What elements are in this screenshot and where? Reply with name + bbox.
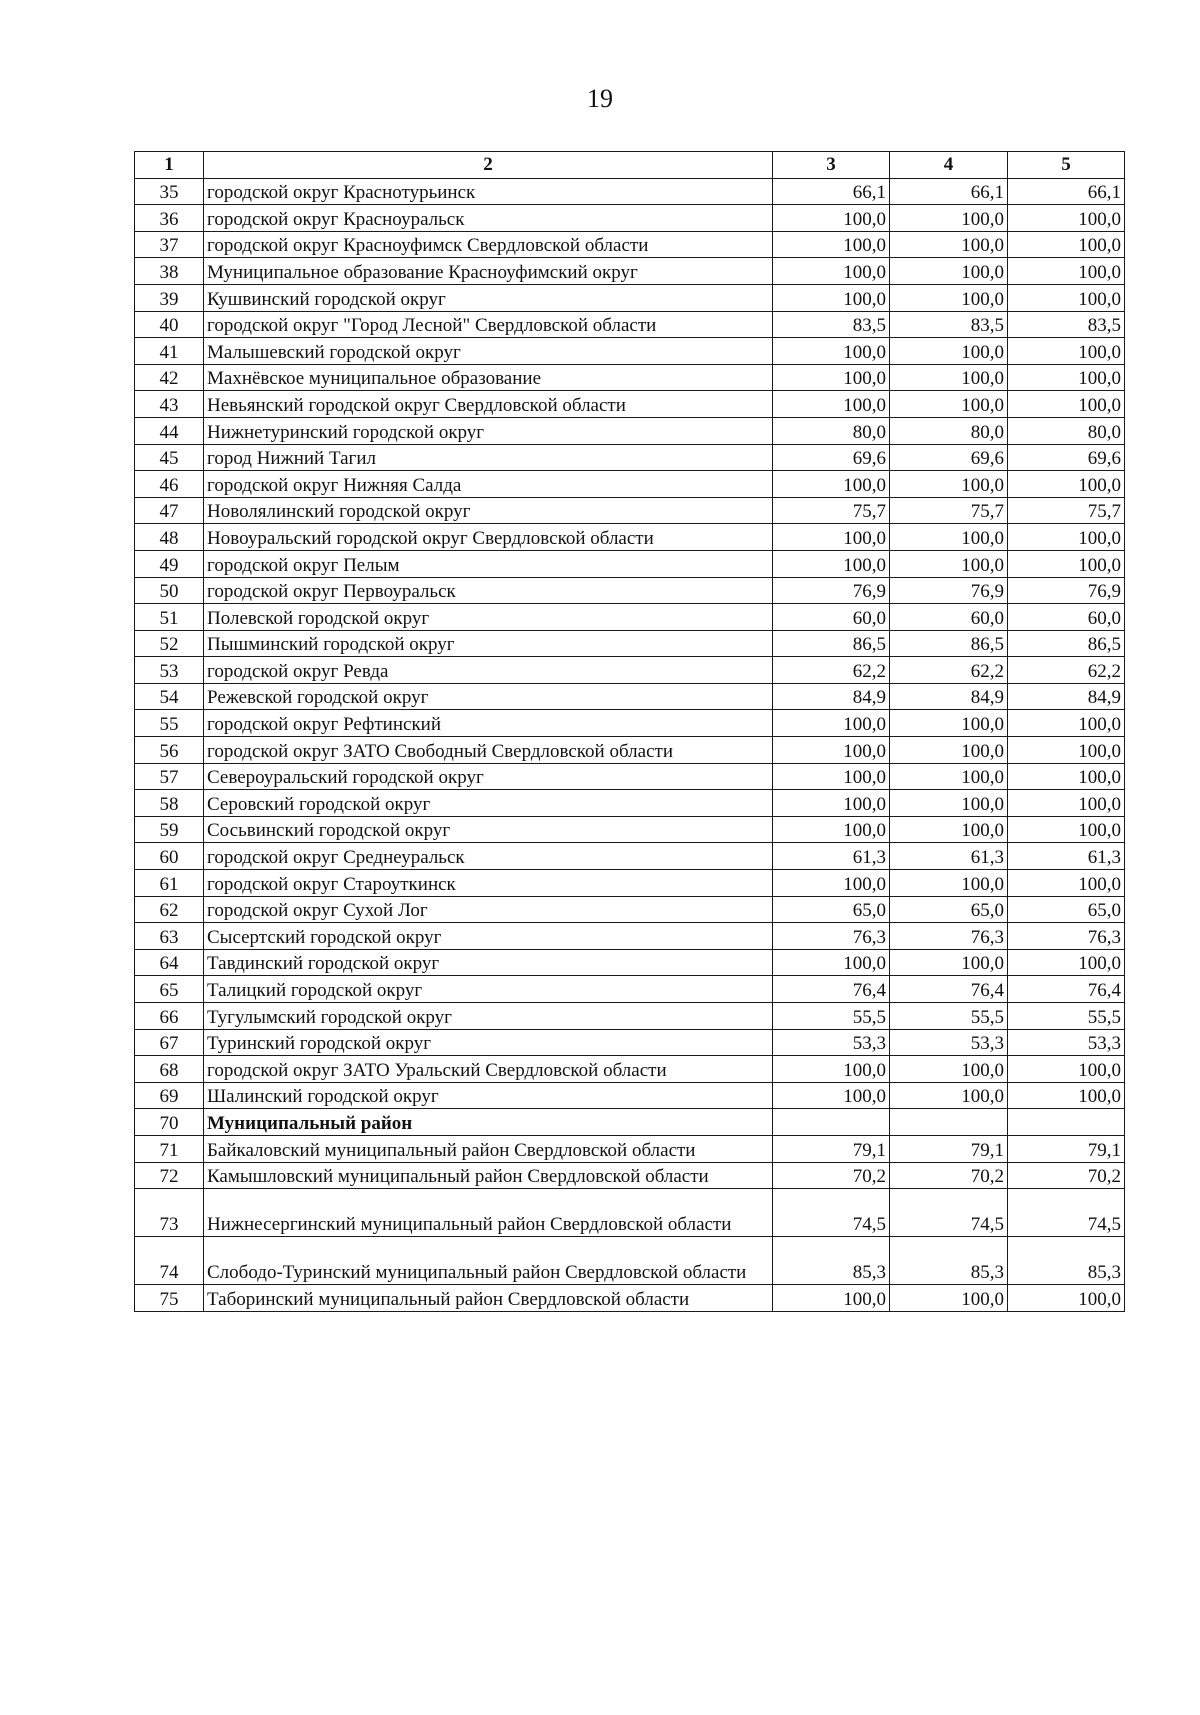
table-row (135, 284, 1125, 311)
table-row (135, 1003, 1125, 1030)
municipality-name-cell: городской округ Нижняя Салда (204, 471, 773, 498)
value-col-3-cell: 100,0 (773, 284, 890, 311)
value-col-4-cell: 79,1 (890, 1135, 1008, 1162)
table-row (135, 737, 1125, 764)
value-col-4-cell: 100,0 (890, 1082, 1008, 1109)
value-col-4-cell: 83,5 (890, 311, 1008, 338)
table-row (135, 444, 1125, 471)
row-number-cell: 40 (135, 311, 204, 338)
row-number-cell: 52 (135, 630, 204, 657)
value-col-5-cell: 55,5 (1008, 1003, 1125, 1030)
municipality-name-cell: город Нижний Тагил (204, 444, 773, 471)
municipality-name-cell: Полевской городской округ (204, 604, 773, 631)
value-col-4-cell: 65,0 (890, 896, 1008, 923)
value-col-4-cell: 84,9 (890, 683, 1008, 710)
row-number-cell: 50 (135, 577, 204, 604)
value-col-4-cell: 74,5 (890, 1189, 1008, 1237)
value-col-3-cell: 76,4 (773, 976, 890, 1003)
row-number-cell: 49 (135, 550, 204, 577)
value-col-5-cell: 86,5 (1008, 630, 1125, 657)
municipality-name-cell: Североуральский городской округ (204, 763, 773, 790)
value-col-3-cell: 100,0 (773, 258, 890, 285)
value-col-4-cell: 75,7 (890, 497, 1008, 524)
value-col-5-cell: 85,3 (1008, 1237, 1125, 1285)
table-row (135, 577, 1125, 604)
value-col-4-cell: 69,6 (890, 444, 1008, 471)
row-number-cell: 57 (135, 763, 204, 790)
row-number-cell: 69 (135, 1082, 204, 1109)
value-col-3-cell: 75,7 (773, 497, 890, 524)
row-number-cell: 38 (135, 258, 204, 285)
row-number-cell: 53 (135, 657, 204, 684)
value-col-5-cell: 100,0 (1008, 205, 1125, 232)
row-number-cell: 63 (135, 923, 204, 950)
header-col-2: 2 (204, 152, 773, 179)
value-col-3-cell: 62,2 (773, 657, 890, 684)
value-col-4-cell: 100,0 (890, 870, 1008, 897)
municipality-name-cell: Сосьвинский городской округ (204, 816, 773, 843)
table-row (135, 471, 1125, 498)
municipality-name-cell: городской округ Краснотурьинск (204, 178, 773, 205)
value-col-3-cell: 100,0 (773, 816, 890, 843)
table-row (135, 816, 1125, 843)
value-col-5-cell: 76,9 (1008, 577, 1125, 604)
value-col-5-cell: 100,0 (1008, 870, 1125, 897)
value-col-3-cell: 74,5 (773, 1189, 890, 1237)
value-col-4-cell: 100,0 (890, 816, 1008, 843)
value-col-4-cell: 100,0 (890, 710, 1008, 737)
value-col-4-cell: 100,0 (890, 338, 1008, 365)
value-col-3-cell: 100,0 (773, 790, 890, 817)
value-col-4-cell: 100,0 (890, 1285, 1008, 1312)
value-col-3-cell: 100,0 (773, 1056, 890, 1083)
value-col-3-cell: 100,0 (773, 524, 890, 551)
value-col-3-cell: 100,0 (773, 550, 890, 577)
value-col-4-cell: 100,0 (890, 364, 1008, 391)
table-row (135, 231, 1125, 258)
municipality-name-cell: городской округ Ревда (204, 657, 773, 684)
table-row (135, 923, 1125, 950)
value-col-3-cell: 100,0 (773, 231, 890, 258)
table-row (135, 497, 1125, 524)
value-col-5-cell: 66,1 (1008, 178, 1125, 205)
value-col-4-cell: 100,0 (890, 524, 1008, 551)
value-col-3-cell: 60,0 (773, 604, 890, 631)
municipality-name-cell: Слободо-Туринский муниципальный район Свердловской области (204, 1237, 773, 1285)
row-number-cell: 64 (135, 949, 204, 976)
table-row (135, 1285, 1125, 1312)
value-col-4-cell: 100,0 (890, 205, 1008, 232)
municipality-name-cell: Новолялинский городской округ (204, 497, 773, 524)
value-col-5-cell (1008, 1109, 1125, 1136)
municipality-name-cell: городской округ ЗАТО Уральский Свердловской области (204, 1056, 773, 1083)
table-row (135, 1162, 1125, 1189)
value-col-3-cell: 100,0 (773, 471, 890, 498)
table-body (135, 178, 1125, 1311)
value-col-4-cell: 62,2 (890, 657, 1008, 684)
value-col-5-cell: 69,6 (1008, 444, 1125, 471)
value-col-5-cell: 62,2 (1008, 657, 1125, 684)
row-number-cell: 59 (135, 816, 204, 843)
value-col-4-cell: 55,5 (890, 1003, 1008, 1030)
row-number-cell: 48 (135, 524, 204, 551)
table-header-row (135, 152, 1125, 179)
value-col-4-cell: 100,0 (890, 763, 1008, 790)
municipality-name-cell: Махнёвское муниципальное образование (204, 364, 773, 391)
value-col-3-cell: 55,5 (773, 1003, 890, 1030)
municipality-name-cell: городской округ ЗАТО Свободный Свердловской области (204, 737, 773, 764)
value-col-4-cell: 76,3 (890, 923, 1008, 950)
row-number-cell: 36 (135, 205, 204, 232)
row-number-cell: 45 (135, 444, 204, 471)
value-col-3-cell: 86,5 (773, 630, 890, 657)
row-number-cell: 56 (135, 737, 204, 764)
value-col-4-cell: 66,1 (890, 178, 1008, 205)
row-number-cell: 72 (135, 1162, 204, 1189)
value-col-3-cell: 69,6 (773, 444, 890, 471)
value-col-5-cell: 79,1 (1008, 1135, 1125, 1162)
value-col-5-cell: 83,5 (1008, 311, 1125, 338)
value-col-5-cell: 100,0 (1008, 790, 1125, 817)
municipality-name-cell: Невьянский городской округ Свердловской области (204, 391, 773, 418)
value-col-4-cell: 80,0 (890, 417, 1008, 444)
value-col-5-cell: 100,0 (1008, 524, 1125, 551)
value-col-3-cell (773, 1109, 890, 1136)
row-number-cell: 46 (135, 471, 204, 498)
municipality-name-cell: Туринский городской округ (204, 1029, 773, 1056)
value-col-5-cell: 100,0 (1008, 258, 1125, 285)
municipality-name-cell: Сысертский городской округ (204, 923, 773, 950)
table-row (135, 790, 1125, 817)
value-col-3-cell: 100,0 (773, 710, 890, 737)
value-col-3-cell: 100,0 (773, 763, 890, 790)
municipality-name-cell: Серовский городской округ (204, 790, 773, 817)
municipality-name-cell: городской округ Пелым (204, 550, 773, 577)
page-number: 19 (587, 84, 613, 113)
municipality-name-cell: Новоуральский городской округ Свердловской области (204, 524, 773, 551)
row-number-cell: 41 (135, 338, 204, 365)
row-number-cell: 74 (135, 1237, 204, 1285)
municipality-name-cell: Кушвинский городской округ (204, 284, 773, 311)
value-col-5-cell: 100,0 (1008, 763, 1125, 790)
table-row (135, 1109, 1125, 1136)
municipality-name-cell: Камышловский муниципальный район Свердловской области (204, 1162, 773, 1189)
municipality-name-cell: Пышминский городской округ (204, 630, 773, 657)
table-row (135, 364, 1125, 391)
value-col-5-cell: 70,2 (1008, 1162, 1125, 1189)
table-row (135, 683, 1125, 710)
municipality-name-cell: Муниципальное образование Красноуфимский округ (204, 258, 773, 285)
value-col-4-cell: 85,3 (890, 1237, 1008, 1285)
value-col-5-cell: 76,3 (1008, 923, 1125, 950)
row-number-cell: 42 (135, 364, 204, 391)
value-col-5-cell: 74,5 (1008, 1189, 1125, 1237)
value-col-5-cell: 75,7 (1008, 497, 1125, 524)
value-col-4-cell: 86,5 (890, 630, 1008, 657)
value-col-5-cell: 53,3 (1008, 1029, 1125, 1056)
value-col-3-cell: 100,0 (773, 338, 890, 365)
value-col-3-cell: 100,0 (773, 1285, 890, 1312)
value-col-3-cell: 65,0 (773, 896, 890, 923)
row-number-cell: 54 (135, 683, 204, 710)
row-number-cell: 37 (135, 231, 204, 258)
value-col-3-cell: 100,0 (773, 391, 890, 418)
row-number-cell: 71 (135, 1135, 204, 1162)
value-col-4-cell: 100,0 (890, 258, 1008, 285)
row-number-cell: 68 (135, 1056, 204, 1083)
value-col-5-cell: 60,0 (1008, 604, 1125, 631)
table-row (135, 1135, 1125, 1162)
municipality-name-cell: Тавдинский городской округ (204, 949, 773, 976)
municipality-name-cell: Малышевский городской округ (204, 338, 773, 365)
value-col-3-cell: 85,3 (773, 1237, 890, 1285)
value-col-4-cell: 100,0 (890, 550, 1008, 577)
table-row (135, 763, 1125, 790)
value-col-5-cell: 100,0 (1008, 816, 1125, 843)
value-col-5-cell: 100,0 (1008, 949, 1125, 976)
table-row (135, 1056, 1125, 1083)
value-col-3-cell: 76,3 (773, 923, 890, 950)
row-number-cell: 65 (135, 976, 204, 1003)
header-col-4: 4 (890, 152, 1008, 179)
value-col-4-cell: 70,2 (890, 1162, 1008, 1189)
municipality-name-cell: Тугулымский городской округ (204, 1003, 773, 1030)
value-col-3-cell: 100,0 (773, 364, 890, 391)
municipality-name-cell: Режевской городской округ (204, 683, 773, 710)
row-number-cell: 44 (135, 417, 204, 444)
table-row (135, 870, 1125, 897)
value-col-5-cell: 61,3 (1008, 843, 1125, 870)
value-col-4-cell: 100,0 (890, 949, 1008, 976)
municipality-name-cell: городской округ Рефтинский (204, 710, 773, 737)
value-col-5-cell: 100,0 (1008, 1285, 1125, 1312)
table-row (135, 417, 1125, 444)
row-number-cell: 67 (135, 1029, 204, 1056)
row-number-cell: 62 (135, 896, 204, 923)
municipality-name-cell: городской округ Красноуральск (204, 205, 773, 232)
row-number-cell: 58 (135, 790, 204, 817)
value-col-3-cell: 100,0 (773, 870, 890, 897)
value-col-5-cell: 100,0 (1008, 1082, 1125, 1109)
row-number-cell: 51 (135, 604, 204, 631)
value-col-3-cell: 70,2 (773, 1162, 890, 1189)
value-col-5-cell: 100,0 (1008, 391, 1125, 418)
value-col-3-cell: 61,3 (773, 843, 890, 870)
value-col-3-cell: 83,5 (773, 311, 890, 338)
value-col-5-cell: 100,0 (1008, 284, 1125, 311)
table-row (135, 1082, 1125, 1109)
value-col-3-cell: 84,9 (773, 683, 890, 710)
row-number-cell: 39 (135, 284, 204, 311)
header-col-5: 5 (1008, 152, 1125, 179)
header-col-1: 1 (135, 152, 204, 179)
value-col-5-cell: 65,0 (1008, 896, 1125, 923)
municipality-name-cell: городской округ "Город Лесной" Свердловской области (204, 311, 773, 338)
table-row (135, 311, 1125, 338)
table-row (135, 1189, 1125, 1237)
table-row (135, 258, 1125, 285)
table-row (135, 843, 1125, 870)
municipality-name-cell: Таборинский муниципальный район Свердловской области (204, 1285, 773, 1312)
value-col-4-cell (890, 1109, 1008, 1136)
table-row (135, 949, 1125, 976)
row-number-cell: 60 (135, 843, 204, 870)
value-col-5-cell: 100,0 (1008, 471, 1125, 498)
row-number-cell: 43 (135, 391, 204, 418)
municipality-name-cell: Нижнетуринский городской округ (204, 417, 773, 444)
value-col-5-cell: 100,0 (1008, 364, 1125, 391)
row-number-cell: 66 (135, 1003, 204, 1030)
value-col-4-cell: 100,0 (890, 790, 1008, 817)
value-col-4-cell: 53,3 (890, 1029, 1008, 1056)
row-number-cell: 55 (135, 710, 204, 737)
row-number-cell: 47 (135, 497, 204, 524)
value-col-5-cell: 100,0 (1008, 737, 1125, 764)
municipality-name-cell: Шалинский городской округ (204, 1082, 773, 1109)
table-row (135, 604, 1125, 631)
municipality-name-cell: Нижнесергинский муниципальный район Свердловской области (204, 1189, 773, 1237)
table-row (135, 205, 1125, 232)
value-col-3-cell: 76,9 (773, 577, 890, 604)
value-col-4-cell: 60,0 (890, 604, 1008, 631)
row-number-cell: 73 (135, 1189, 204, 1237)
value-col-5-cell: 100,0 (1008, 338, 1125, 365)
value-col-3-cell: 79,1 (773, 1135, 890, 1162)
table-row (135, 1029, 1125, 1056)
table-row (135, 391, 1125, 418)
table-row (135, 630, 1125, 657)
value-col-4-cell: 76,4 (890, 976, 1008, 1003)
value-col-5-cell: 84,9 (1008, 683, 1125, 710)
value-col-5-cell: 76,4 (1008, 976, 1125, 1003)
table-row (135, 178, 1125, 205)
municipality-name-cell: городской округ Первоуральск (204, 577, 773, 604)
value-col-4-cell: 100,0 (890, 391, 1008, 418)
value-col-4-cell: 100,0 (890, 1056, 1008, 1083)
municipality-name-cell: городской округ Сухой Лог (204, 896, 773, 923)
table-row (135, 550, 1125, 577)
table-row (135, 524, 1125, 551)
row-number-cell: 70 (135, 1109, 204, 1136)
data-table (134, 151, 1125, 1312)
municipality-name-cell: Байкаловский муниципальный район Свердловской области (204, 1135, 773, 1162)
value-col-3-cell: 100,0 (773, 737, 890, 764)
value-col-3-cell: 100,0 (773, 205, 890, 232)
table-row (135, 976, 1125, 1003)
municipality-name-cell: Муниципальный район (204, 1109, 773, 1136)
value-col-5-cell: 100,0 (1008, 710, 1125, 737)
value-col-4-cell: 100,0 (890, 471, 1008, 498)
value-col-3-cell: 53,3 (773, 1029, 890, 1056)
municipality-name-cell: городской округ Староуткинск (204, 870, 773, 897)
value-col-3-cell: 100,0 (773, 949, 890, 976)
value-col-5-cell: 100,0 (1008, 1056, 1125, 1083)
row-number-cell: 61 (135, 870, 204, 897)
table-row (135, 657, 1125, 684)
header-col-3: 3 (773, 152, 890, 179)
value-col-4-cell: 100,0 (890, 231, 1008, 258)
row-number-cell: 75 (135, 1285, 204, 1312)
table-row (135, 1237, 1125, 1285)
value-col-4-cell: 100,0 (890, 284, 1008, 311)
municipality-name-cell: городской округ Красноуфимск Свердловской области (204, 231, 773, 258)
municipality-name-cell: городской округ Среднеуральск (204, 843, 773, 870)
value-col-3-cell: 80,0 (773, 417, 890, 444)
table-row (135, 710, 1125, 737)
value-col-3-cell: 66,1 (773, 178, 890, 205)
value-col-5-cell: 80,0 (1008, 417, 1125, 444)
table-row (135, 896, 1125, 923)
row-number-cell: 35 (135, 178, 204, 205)
value-col-5-cell: 100,0 (1008, 550, 1125, 577)
table-row (135, 338, 1125, 365)
municipality-name-cell: Талицкий городской округ (204, 976, 773, 1003)
value-col-3-cell: 100,0 (773, 1082, 890, 1109)
value-col-4-cell: 61,3 (890, 843, 1008, 870)
value-col-4-cell: 100,0 (890, 737, 1008, 764)
value-col-5-cell: 100,0 (1008, 231, 1125, 258)
value-col-4-cell: 76,9 (890, 577, 1008, 604)
